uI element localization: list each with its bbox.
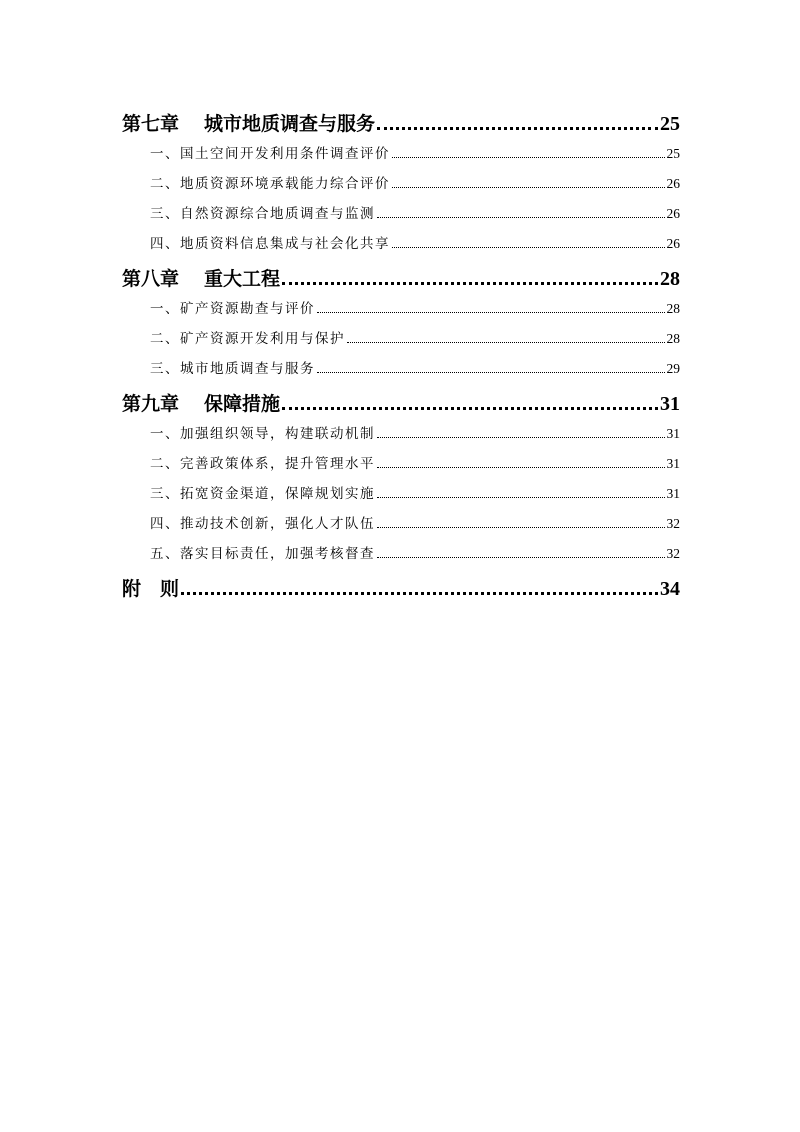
toc-section[interactable]: [122, 199, 680, 229]
toc-section[interactable]: [122, 479, 680, 509]
section-page-number: 31: [666, 426, 680, 441]
section-page-number: 32: [666, 546, 680, 561]
chapter-page-number: 28: [660, 268, 680, 290]
chapter-number: 第七章: [122, 113, 180, 135]
section-title: 五、落实目标责任，加强考核督查: [150, 546, 375, 562]
toc-section[interactable]: [122, 539, 680, 569]
chapter-number: 附 则: [122, 578, 180, 600]
section-title: 二、完善政策体系，提升管理水平: [150, 456, 375, 472]
dot-leader: [347, 342, 665, 343]
section-page-number: 26: [666, 236, 680, 251]
toc-section[interactable]: [122, 419, 680, 449]
section-title: 三、城市地质调查与服务: [150, 361, 315, 377]
toc-section[interactable]: [122, 229, 680, 259]
section-page-number: 31: [666, 456, 680, 471]
chapter-page-number: 34: [660, 578, 680, 600]
chapter-heading: [122, 389, 280, 419]
section-page-number: 26: [666, 176, 680, 191]
section-title: 一、国土空间开发利用条件调查评价: [150, 146, 390, 162]
toc-chapter-7[interactable]: [122, 109, 680, 139]
toc-section[interactable]: [122, 449, 680, 479]
section-title: 二、矿产资源开发利用与保护: [150, 331, 345, 347]
toc-chapter-9[interactable]: [122, 389, 680, 419]
chapter-number: 第九章: [122, 393, 180, 415]
chapter-heading: [122, 264, 280, 294]
toc-section[interactable]: [122, 294, 680, 324]
dot-leader: [377, 127, 658, 130]
section-page-number: 26: [666, 206, 680, 221]
section-title: 四、推动技术创新，强化人才队伍: [150, 516, 375, 532]
dot-leader: [392, 247, 665, 248]
section-page-number: 32: [666, 516, 680, 531]
section-title: 四、地质资料信息集成与社会化共享: [150, 236, 390, 252]
chapter-heading: [122, 574, 179, 604]
dot-leader: [377, 527, 665, 528]
chapter-page-number: 25: [660, 113, 680, 135]
dot-leader: [392, 187, 665, 188]
section-title: 一、矿产资源勘查与评价: [150, 301, 315, 317]
dot-leader: [317, 372, 665, 373]
dot-leader: [181, 592, 658, 595]
dot-leader: [282, 407, 658, 410]
section-page-number: 25: [666, 146, 680, 161]
dot-leader: [392, 157, 665, 158]
section-title: 三、拓宽资金渠道，保障规划实施: [150, 486, 375, 502]
toc-section[interactable]: [122, 324, 680, 354]
chapter-page-number: 31: [660, 393, 680, 415]
dot-leader: [377, 437, 665, 438]
chapter-title: 城市地质调查与服务: [204, 113, 376, 135]
dot-leader: [317, 312, 665, 313]
section-page-number: 29: [666, 361, 680, 376]
dot-leader: [377, 497, 665, 498]
section-title: 二、地质资源环境承载能力综合评价: [150, 176, 390, 192]
dot-leader: [377, 217, 665, 218]
toc-chapter-8[interactable]: [122, 264, 680, 294]
dot-leader: [377, 467, 665, 468]
toc-section[interactable]: [122, 139, 680, 169]
chapter-number: 第八章: [122, 268, 180, 290]
section-page-number: 28: [666, 301, 680, 316]
toc-section[interactable]: [122, 169, 680, 199]
section-page-number: 31: [666, 486, 680, 501]
dot-leader: [377, 557, 665, 558]
toc-section[interactable]: [122, 509, 680, 539]
section-title: 三、自然资源综合地质调查与监测: [150, 206, 375, 222]
section-page-number: 28: [666, 331, 680, 346]
section-title: 一、加强组织领导，构建联动机制: [150, 426, 375, 442]
toc-appendix[interactable]: [122, 574, 680, 604]
chapter-title: 重大工程: [204, 268, 281, 290]
chapter-title: 保障措施: [204, 393, 281, 415]
dot-leader: [282, 282, 658, 285]
table-of-contents: [122, 104, 680, 604]
chapter-heading: [122, 109, 375, 139]
toc-section[interactable]: [122, 354, 680, 384]
